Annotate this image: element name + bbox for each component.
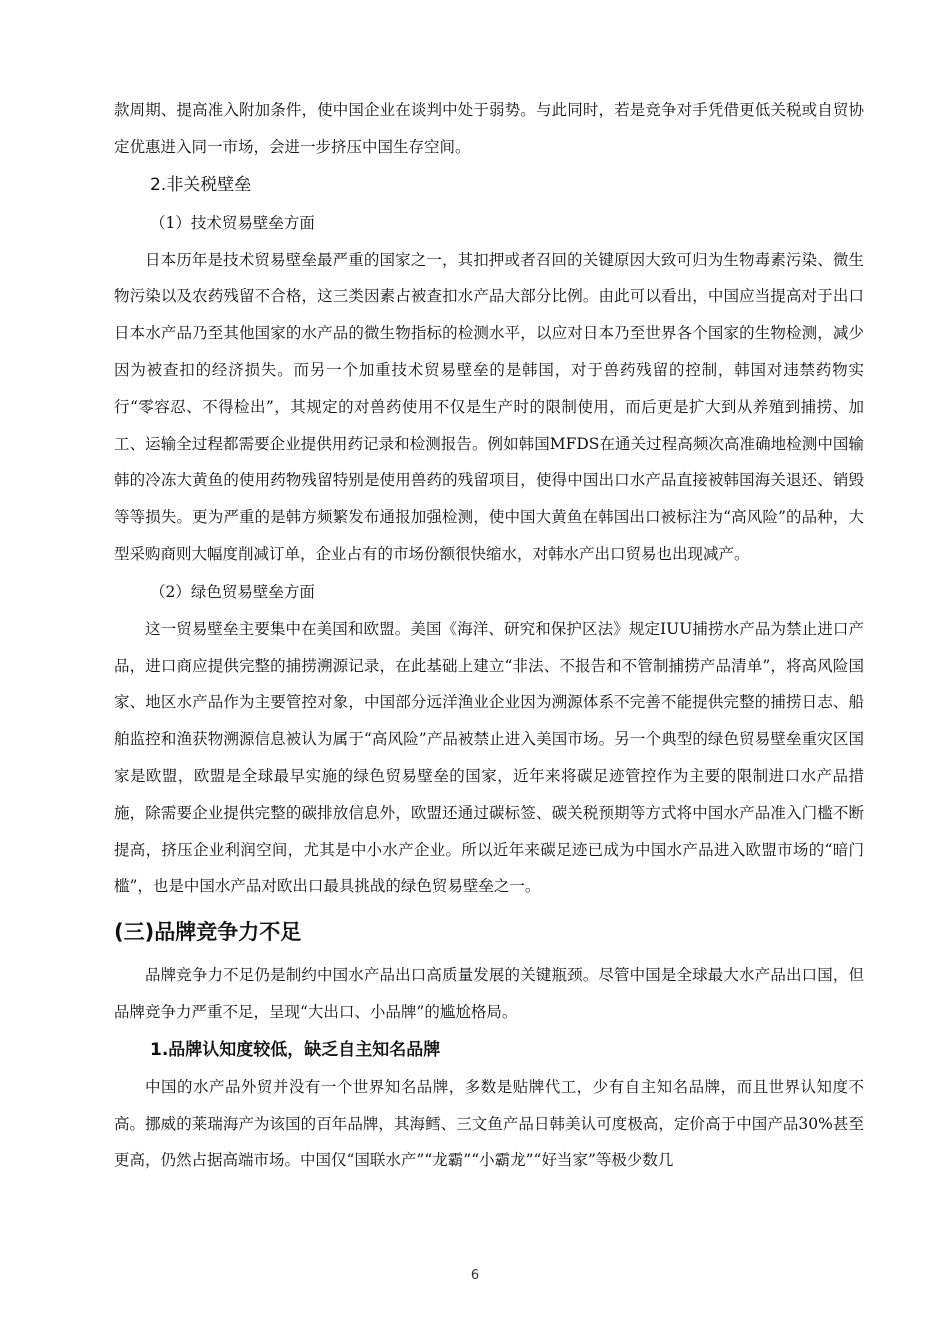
page-number: 6 [470,1268,480,1283]
paragraph-brand-competitiveness: 品牌竞争力不足仍是制约中国水产品出口高质量发展的关键瓶颈。尽管中国是全球最大水产品出口国，但品牌竞争力严重不足，呈现“大出口、小品牌”的尴尬格局。 [114,966,864,1021]
paragraph-technical-barriers: 日本历年是技术贸易壁垒最严重的国家之一，其扣押或者召回的关键原因大致可归为生物毒素污染、微生物污染以及农药残留不合格，这三类因素占被查扣水产品大部分比例。由此可以看出，中国应当提高对于出口日本水产品乃至其他国家的水产品的微生物指标的检测水平，以应对日本乃至世界各个国家的生物检测，减少因为被查扣的经济损失。而另一个加重技术贸易壁垒的是韩国，对于兽药残留的控制，韩国对违禁药物实行“零容忍、不得检出”，其规定的对兽药使用不仅是生产时的限制使用，而后更是扩大到从养殖到捕捞、加工、运输全过程都需要企业提供用药记录和检测报告。例如韩国MFDS在通关过程高频次高准确地检测中国输韩的冷冻大黄鱼的使用药物残留特别是使用兽药的残留项目，使得中国出口水产品直接被韩国海关退还、销毁等等损失。更为严重的是韩方频繁发布通报加强检测，使中国大黄鱼在韩国出口被标注为“高风险”的品种，大型采购商则大幅度削减订单，企业占有的市场份额很快缩水，对韩水产出口贸易也出现减产。 [114,250,864,563]
heading-green-barriers: （2）绿色贸易壁垒方面 [150,582,315,601]
heading-nontariff-barriers: 2.非关税壁垒 [150,174,252,195]
heading-brand-recognition: 1.品牌认知度较低，缺乏自主知名品牌 [150,1039,441,1060]
paragraph-continuation: 款周期、提高准入附加条件，使中国企业在谈判中处于弱势。与此同时，若是竞争对手凭借更低关税或自贸协定优惠进入同一市场，会进一步挤压中国生存空间。 [114,101,864,156]
paragraph-green-barriers: 这一贸易壁垒主要集中在美国和欧盟。美国《海洋、研究和保护区法》规定IUU捕捞水产品为禁止进口产品，进口商应提供完整的捕捞溯源记录，在此基础上建立“非法、不报告和不管制捕捞产品清单”，将高风险国家、地区水产品作为主要管控对象，中国部分远洋渔业企业因为溯源体系不完善不能提供完整的捕捞日志、船舶监控和渔获物溯源信息被认为属于“高风险”产品被禁止进入美国市场。另一个典型的绿色贸易壁垒重灾区国家是欧盟，欧盟是全球最早实施的绿色贸易壁垒的国家，近年来将碳足迹管控作为主要的限制进口水产品措施，除需要企业提供完整的碳排放信息外，欧盟还通过碳标签、碳关税预期等方式将中国水产品准入门槛不断提高，挤压企业利润空间，尤其是中小水产企业。所以近年来碳足迹已成为中国水产品进入欧盟市场的“暗门槛”，也是中国水产品对欧出口最具挑战的绿色贸易壁垒之一。 [114,619,864,896]
heading-brand-competitiveness: (三)品牌竞争力不足 [114,920,302,945]
heading-technical-barriers: （1）技术贸易壁垒方面 [150,213,315,232]
paragraph-brand-recognition: 中国的水产品外贸并没有一个世界知名品牌，多数是贴牌代工，少有自主知名品牌，而且世界认知度不高。挪威的莱瑞海产为该国的百年品牌，其海鳕、三文鱼产品日韩美认可度极高，定价高于中国产品30%甚至更高，仍然占据高端市场。中国仅“国联水产”“龙霸”“小霸龙”“好当家”等极少数几 [114,1077,864,1170]
page-content [114,92,864,1179]
